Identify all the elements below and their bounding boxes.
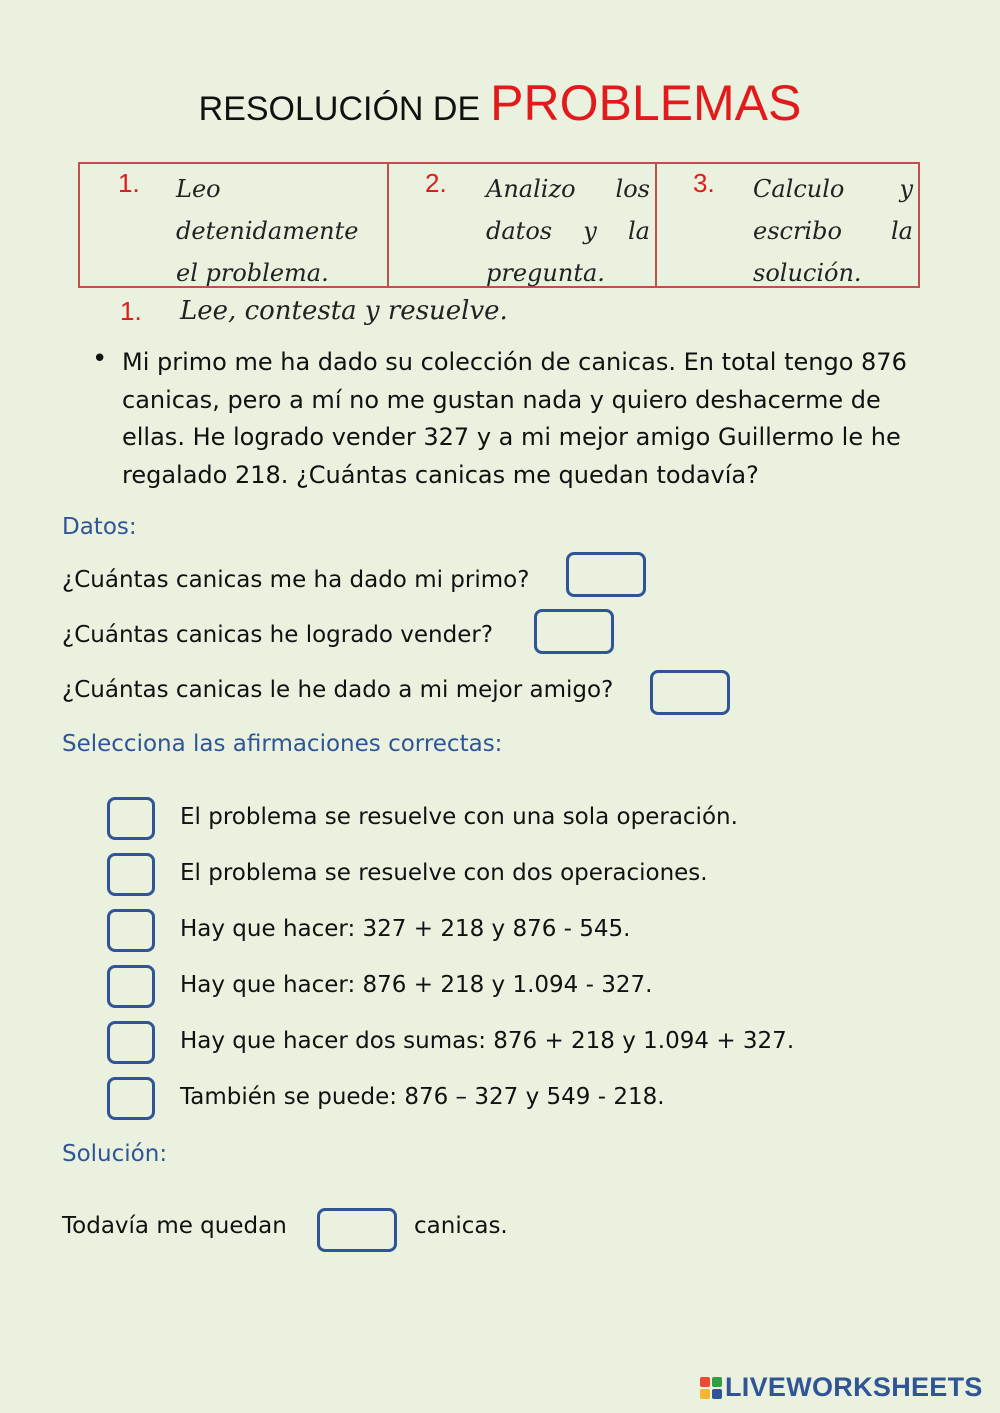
option-label-3: Hay que hacer: 327 + 218 y 876 - 545. xyxy=(180,916,631,942)
page-title xyxy=(0,74,1000,132)
checkbox-option-2[interactable] xyxy=(107,853,155,896)
answer-box-primo[interactable] xyxy=(566,552,646,597)
step-1 xyxy=(80,164,389,286)
solution-text-after: canicas. xyxy=(414,1213,508,1239)
solution-answer-box[interactable] xyxy=(317,1208,397,1252)
question-amigo: ¿Cuántas canicas le he dado a mi mejor amigo? xyxy=(62,677,614,703)
step-text: Leo detenidamente el problema. xyxy=(176,175,359,287)
option-label-5: Hay que hacer dos sumas: 876 + 218 y 1.094 + 327. xyxy=(180,1028,795,1054)
checkbox-option-5[interactable] xyxy=(107,1021,155,1064)
step-text: Calculo y escribo la solución. xyxy=(753,175,913,287)
option-label-1: El problema se resuelve con una sola operación. xyxy=(180,804,738,830)
solution-text-before: Todavía me quedan xyxy=(62,1213,287,1239)
instruction-text: Lee, contesta y resuelve. xyxy=(180,296,508,326)
question-primo: ¿Cuántas canicas me ha dado mi primo? xyxy=(62,567,530,593)
step-2 xyxy=(389,164,657,286)
steps-table xyxy=(78,162,920,288)
bullet-icon: • xyxy=(92,344,108,374)
step-text: Analizo los datos y la pregunta. xyxy=(486,175,650,287)
checkbox-option-4[interactable] xyxy=(107,965,155,1008)
datos-heading: Datos: xyxy=(62,514,137,540)
checkbox-option-1[interactable] xyxy=(107,797,155,840)
step-number: 2. xyxy=(425,168,447,198)
answer-box-amigo[interactable] xyxy=(650,670,730,715)
select-heading: Selecciona las afirmaciones correctas: xyxy=(62,731,503,757)
solution-heading: Solución: xyxy=(62,1141,168,1167)
instruction-number: 1. xyxy=(120,296,142,326)
title-part1: RESOLUCIÓN DE xyxy=(198,90,481,128)
option-label-4: Hay que hacer: 876 + 218 y 1.094 - 327. xyxy=(180,972,653,998)
logo-text: LIVEWORKSHEETS xyxy=(725,1372,983,1402)
checkbox-option-3[interactable] xyxy=(107,909,155,952)
checkbox-option-6[interactable] xyxy=(107,1077,155,1120)
title-part2: PROBLEMAS xyxy=(490,75,802,131)
problem-statement: Mi primo me ha dado su colección de canicas. En total tengo 876 canicas, pero a mí no me gustan nada y quiero deshacerme de ellas. He logrado vender 327 y a mi mejor amigo Guillermo le he regalado 218. ¿Cuántas canicas me quedan todavía? xyxy=(122,348,907,489)
step-3 xyxy=(657,164,918,286)
option-label-6: También se puede: 876 – 327 y 549 - 218. xyxy=(180,1084,665,1110)
question-vender: ¿Cuántas canicas he logrado vender? xyxy=(62,622,494,648)
step-number: 3. xyxy=(693,168,715,198)
option-label-2: El problema se resuelve con dos operaciones. xyxy=(180,860,708,886)
logo-icon xyxy=(700,1377,722,1399)
answer-box-vender[interactable] xyxy=(534,609,614,654)
liveworksheets-logo xyxy=(700,1372,983,1403)
step-number: 1. xyxy=(118,168,140,198)
